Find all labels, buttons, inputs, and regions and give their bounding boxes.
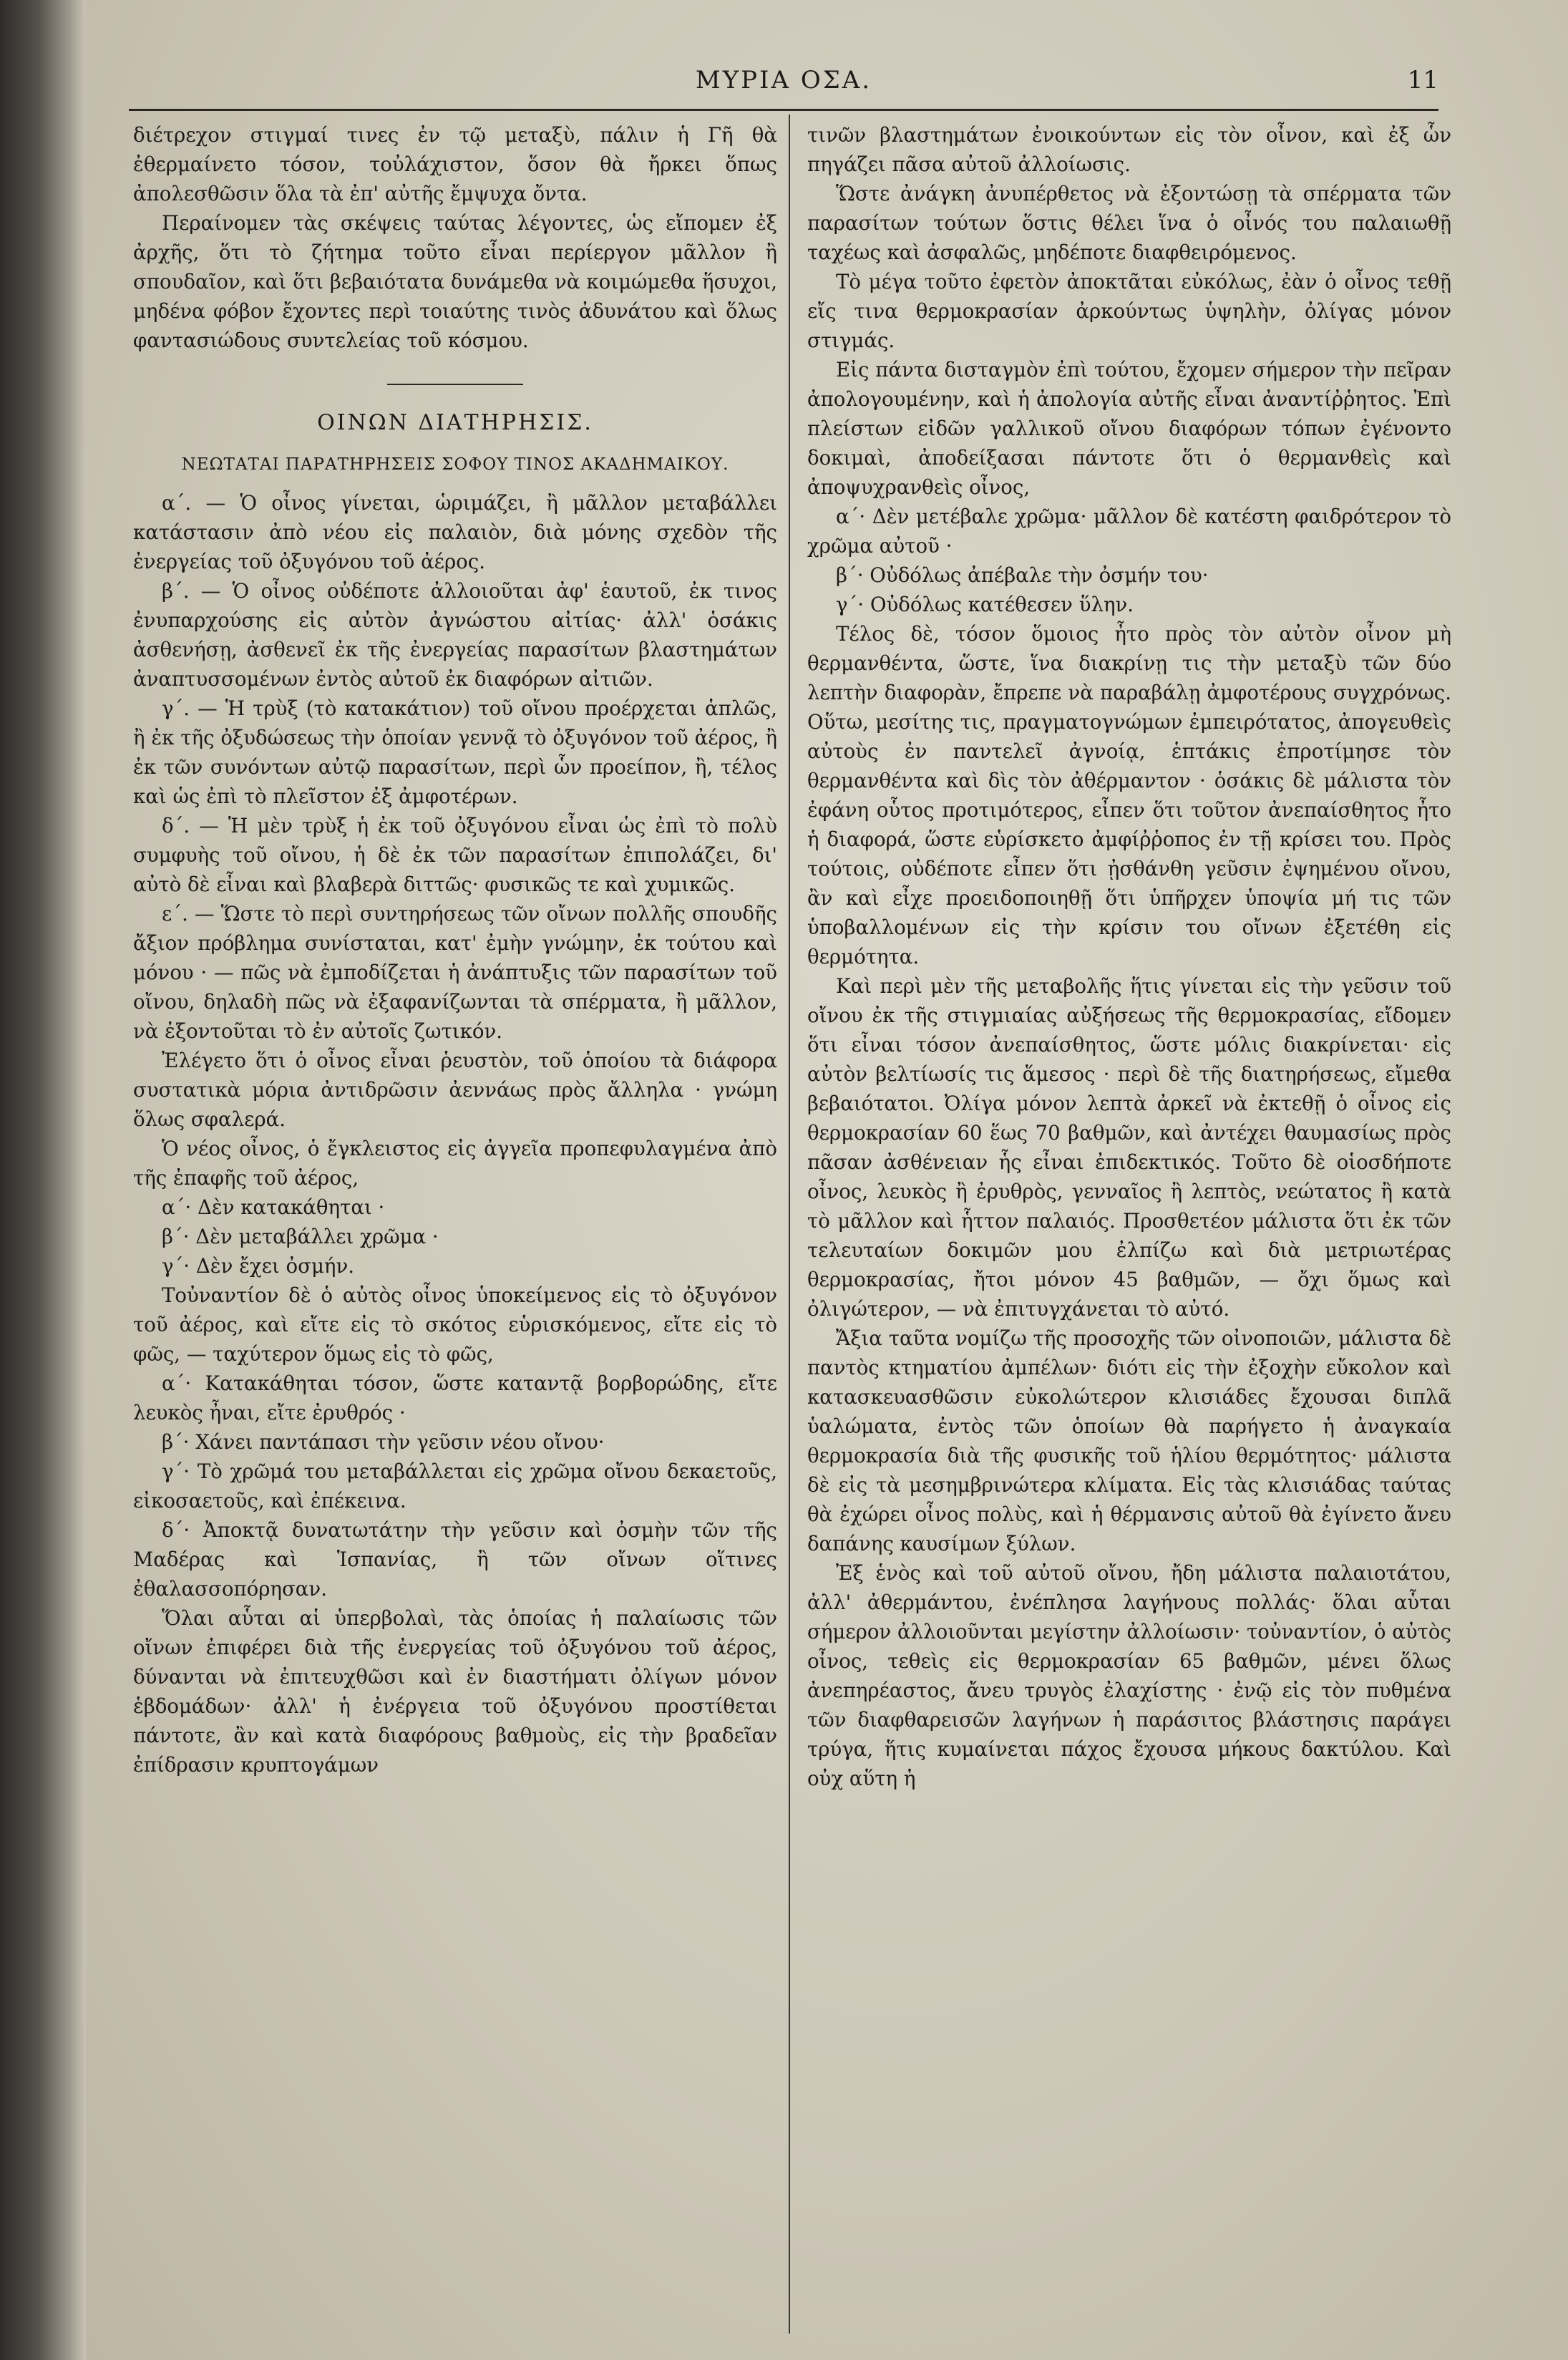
paragraph: Ὥστε ἀνάγκη ἀνυπέρθετος νὰ ἐξοντώσῃ τὰ σπέρματα τῶν παρασίτων τούτων ὅστις θέλει ἵνα ὁ οἶνός του παλαιωθῇ ταχέως καὶ ἀσφαλῶς, μηδέποτε διαφθειρόμενος. <box>807 182 1451 264</box>
paragraph: Ὁ νέος οἶνος, ὁ ἔγκλειστος εἰς ἀγγεῖα προπεφυλαγμένα ἀπὸ τῆς ἐπαφῆς τοῦ ἀέρος, <box>133 1137 777 1190</box>
numbered-point: γ΄. — Ἡ τρὺξ (τὸ κατακάτιον) τοῦ οἴνου προέρχεται ἁπλῶς, ἢ ἐκ τῆς ὀξυδώσεως τὴν ὁποίαν γεννᾷ τὸ ὀξυγόνον τοῦ ἀέρος, ἢ ἐκ τῶν συνόντων αὐτῷ παρασίτων, περὶ ὧν προείπον, ἢ, τέλος καὶ ὡς ἐπὶ τὸ πλεῖστον ἐξ ἀμφοτέρων. <box>133 696 777 808</box>
numbered-point: δ΄. — Ἡ μὲν τρὺξ ἡ ἐκ τοῦ ὀξυγόνου εἶναι ὡς ἐπὶ τὸ πολὺ συμφυὴς τοῦ οἴνου, ἡ δὲ ἐκ τῶν παρασίτων ἐπιπολάζει, δι' αὐτὸ δὲ εἶναι καὶ βλαβερὰ διττῶς· φυσικῶς τε καὶ χυμικῶς. <box>133 814 777 896</box>
list-item: γ΄· Οὐδόλως κατέθεσεν ὕλην. <box>836 593 1134 616</box>
list-item: γ΄· Δὲν ἔχει ὀσμήν. <box>162 1254 354 1278</box>
paragraph: Ἐλέγετο ὅτι ὁ οἶνος εἶναι ῥευστὸν, τοῦ ὁποίου τὰ διάφορα συστατικὰ μόρια ἀντιδρῶσιν ἀεννάως πρὸς ἄλληλα · γνώμη ὅλως σφαλερά. <box>133 1049 777 1131</box>
paragraph: Τέλος δὲ, τόσον ὅμοιος ἦτο πρὸς τὸν αὐτὸν οἶνον μὴ θερμανθέντα, ὥστε, ἵνα διακρίνῃ τις τὴν μεταξὺ τῶν δύο λεπτὴν διαφορὰν, ἔπρεπε νὰ παραβάλῃ ἀμφοτέρους συγχρόνως. Οὕτω, μεσίτης τις, πραγματογνώμων ἐμπειρότατος, ἀπογευθεὶς αὐτοὺς ἐν παντελεῖ ἀγνοίᾳ, ἑπτάκις ἐπροτίμησε τὸν θερμανθέντα καὶ δὶς τὸν ἀθέρμαντον · ὁσάκις δὲ μάλιστα τὸν ἐφάνη οὗτος προτιμότερος, εἶπεν ὅτι τοῦτον ἀνεπαίσθητος ἦτο ἡ διαφορά, ὥστε εὑρίσκετο ἀμφίῤῥοπος ἐν τῇ κρίσει του. Πρὸς τούτοις, οὐδέποτε εἶπεν ὅτι ᾐσθάνθη γεῦσιν ἐψημένου οἴνου, ἂν καὶ εἶχε προειδοποιηθῇ ὅτι ὑπῆρχεν ὑποψία μή τις τῶν ὑποβαλλομένων εἰς τὴν κρίσιν του οἴνων ἐξετέθη εἰς θερμότητα. <box>807 622 1451 968</box>
list-item: β΄· Δὲν μεταβάλλει χρῶμα · <box>162 1225 439 1248</box>
list-item: γ΄· Τὸ χρῶμά του μεταβάλλεται εἰς χρῶμα οἴνου δεκαετοῦς, εἰκοσαετοῦς, καὶ ἐπέκεινα. <box>133 1460 777 1512</box>
numbered-point: α΄. — Ὁ οἶνος γίνεται, ὡριμάζει, ἢ μᾶλλον μεταβάλλει κατάστασιν ἀπὸ νέου εἰς παλαιὸν, διὰ μόνης σχεδὸν τῆς ἐνεργείας τοῦ ὀξυγόνου τοῦ ἀέρος. <box>133 491 777 573</box>
list-item: β΄· Χάνει παντάπασι τὴν γεῦσιν νέου οἴνου· <box>162 1430 605 1454</box>
list-item: α΄· Δὲν μετέβαλε χρῶμα· μᾶλλον δὲ κατέστη φαιδρότερον τὸ χρῶμα αὐτοῦ · <box>807 505 1451 558</box>
paragraph: Τὸ μέγα τοῦτο ἐφετὸν ἀποκτᾶται εὐκόλως, ἐὰν ὁ οἶνος τεθῇ εἴς τινα θερμοκρασίαν ἀρκούντως ὑψηλὴν, ὀλίγας μόνον στιγμάς. <box>807 270 1451 352</box>
section-separator <box>387 384 523 385</box>
numbered-point: ε΄. — Ὥστε τὸ περὶ συντηρήσεως τῶν οἴνων πολλῆς σπουδῆς ἄξιον πρόβλημα συνίσταται, κατ' ἐμὴν γνώμην, ἐκ τούτου καὶ μόνου · — πῶς νὰ ἐμποδίζεται ἡ ἀνάπτυξις τῶν παρασίτων τοῦ οἴνου, δηλαδὴ πῶς νὰ ἐξαφανίζωνται τὰ σπέρματα, ἢ μᾶλλον, νὰ ἐξοντοῦται τὸ ἐν αὐτοῖς ζωτικόν. <box>133 902 777 1043</box>
paragraph: Ἄξια ταῦτα νομίζω τῆς προσοχῆς τῶν οἰνοποιῶν, μάλιστα δὲ παντὸς κτηματίου ἀμπέλων· διότι εἰς τὴν ἐξοχὴν εὔκολον καὶ κατασκευασθῶσιν εὐκολώτερον κλισιάδες ἔχουσαι διπλᾶ ὑαλώματα, ἐντὸς τῶν ὁποίων θὰ παρήγετο ἡ ἀναγκαία θερμοκρασία διὰ τῆς φυσικῆς τοῦ ἡλίου θερμότητος· μάλιστα δὲ εἰς τὰ μεσημβρινώτερα κλίματα. Εἰς τὰς κλισιάδας ταύτας θὰ ἐχώρει οἶνος πολὺς, καὶ ἡ θέρμανσις αὐτοῦ θὰ ἐγίνετο ἄνευ δαπάνης καυσίμων ξύλων. <box>807 1326 1451 1555</box>
paragraph: Καὶ περὶ μὲν τῆς μεταβολῆς ἥτις γίνεται εἰς τὴν γεῦσιν τοῦ οἴνου ἐκ τῆς στιγμιαίας αὐξήσεως τῆς θερμοκρασίας, εἴδομεν ὅτι εἶναι τόσον ἀνεπαίσθητος, ὥστε μόλις διακρίνεται· εἰς αὐτὸν βελτίωσίς τις ἅμεσος · περὶ δὲ τῆς διατηρήσεως, εἴμεθα βεβαιότατοι. Ὀλίγα μόνον λεπτὰ ἀρκεῖ νὰ ἐκτεθῇ ὁ οἶνος εἰς θερμοκρασίαν 60 ἕως 70 βαθμῶν, καὶ ἀντέχει θαυμασίως πρὸς πᾶσαν ἀσθένειαν ἧς εἶναι ἐπιδεκτικός. Τοῦτο δὲ οἱοσδήποτε οἶνος, λευκὸς ἢ ἐρυθρὸς, γενναῖος ἢ λεπτὸς, νεώτατος ἢ κατὰ τὸ μᾶλλον καὶ ἧττον παλαιός. Προσθετέον μάλιστα ὅτι ἐκ τῶν τελευταίων δοκιμῶν μου ἐλπίζω καὶ διὰ μετριωτέρας θερμοκρασίας, ἤτοι μόνον 45 βαθμῶν, — ὄχι ὅμως καὶ ὀλιγώτερον, — νὰ ἐπιτυγχάνεται τὸ αὐτό. <box>807 974 1451 1321</box>
book-binding-shadow <box>0 0 86 2360</box>
page-header <box>129 66 1438 109</box>
numbered-point: β΄. — Ὁ οἶνος οὐδέποτε ἀλλοιοῦται ἀφ' ἑαυτοῦ, ἐκ τινος ἐνυπαρχούσης εἰς αὐτὸν ἀγνώστου αἰτίας· ἀλλ' ὁσάκις ἀσθενήσῃ, ἀσθενεῖ ἐκ τῆς ἐνεργείας παρασίτων βλαστημάτων ἀναπτυσσομένων ἐντὸς αὐτοῦ ἐκ διαφόρων αἰτιῶν. <box>133 579 777 691</box>
column-divider <box>789 115 790 2334</box>
header-rule <box>129 109 1438 111</box>
paragraph: Εἰς πάντα δισταγμὸν ἐπὶ τούτου, ἔχομεν σήμερον τὴν πεῖραν ἀπολογουμένην, καὶ ἡ ἀπολογία αὐτῆς εἶναι ἀναντίῤῥητος. Ἐπὶ πλείστων εἰδῶν γαλλικοῦ οἴνου διαφόρων τόπων ἐγένοντο δοκιμαὶ, ἀποδείξασαι πάντοτε ὅτι ὁ θερμανθεὶς καὶ ἀποψυχρανθεὶς οἶνος, <box>807 358 1451 499</box>
list-item: α΄· Δὲν κατακάθηται · <box>162 1195 385 1219</box>
list-item: β΄· Οὐδόλως ἀπέβαλε τὴν ὀσμήν του· <box>836 563 1209 587</box>
running-title: ΜΥΡΙΑ ΟΣΑ. <box>695 66 872 94</box>
section-subtitle: ΝΕΩΤΑΤΑΙ ΠΑΡΑΤΗΡΗΣΕΙΣ ΣΟΦΟΥ ΤΙΝΟΣ ΑΚΑΔΗΜΑΙΚΟΥ. <box>181 455 729 474</box>
left-column <box>133 120 777 1779</box>
paragraph: διέτρεχον στιγμαί τινες ἐν τῷ μεταξὺ, πάλιν ἡ Γῆ θὰ ἐθερμαίνετο τόσον, τοὐλάχιστον, ὅσον θὰ ἤρκει ὅπως ἀπολεσθῶσιν ὅλα τὰ ἐπ' αὐτῆς ἔμψυχα ὄντα. <box>133 123 777 205</box>
paragraph: Ἐξ ἑνὸς καὶ τοῦ αὐτοῦ οἴνου, ἤδη μάλιστα παλαιοτάτου, ἀλλ' ἀθερμάντου, ἐνέπλησα λαγήνους πολλάς· ὅλαι αὗται σήμερον ἀλλοιοῦνται μεγίστην ἀλλοίωσιν· τοὐναντίον, ὁ αὐτὸς οἶνος, τεθεὶς εἰς θερμοκρασίαν 65 βαθμῶν, μένει ὅλως ἀνεπηρέαστος, ἄνευ τρυγὸς ἐλαχίστης · ἐνῷ εἰς τὸν πυθμένα τῶν διαφθαρεισῶν λαγήνων ἡ παράσιτος βλάστησις παράγει τρύγα, ἥτις κυμαίνεται πάχος ἔχουσα μήκους δακτύλου. Καὶ οὐχ αὕτη ἡ <box>807 1561 1451 1790</box>
paragraph: Τοὐναντίον δὲ ὁ αὐτὸς οἶνος ὑποκείμενος εἰς τὸ ὀξυγόνον τοῦ ἀέρος, καὶ εἴτε εἰς τὸ σκότος εὑρισκόμενος, εἴτε εἰς τὸ φῶς, — ταχύτερον ὅμως εἰς τὸ φῶς, <box>133 1283 777 1366</box>
section-title: ΟΙΝΩΝ ΔΙΑΤΗΡΗΣΙΣ. <box>317 410 593 435</box>
list-item: δ΄· Ἀποκτᾷ δυνατωτάτην τὴν γεῦσιν καὶ ὀσμὴν τῶν τῆς Μαδέρας καὶ Ἱσπανίας, ἢ τῶν οἴνων οἵτινες ἐθαλασσοπόρησαν. <box>133 1518 777 1601</box>
right-column <box>807 120 1451 1793</box>
page-number: 11 <box>1407 66 1438 94</box>
paragraph: Ὅλαι αὗται αἱ ὑπερβολαὶ, τὰς ὁποίας ἡ παλαίωσις τῶν οἴνων ἐπιφέρει διὰ τῆς ἐνεργείας τοῦ ὀξυγόνου τοῦ ἀέρος, δύνανται νὰ ἐπιτευχθῶσι καὶ ἐν διαστήματι ὀλίγων μόνον ἑβδομάδων· ἀλλ' ἡ ἐνέργεια τοῦ ὀξυγόνου προστίθεται πάντοτε, ἂν καὶ κατὰ διαφόρους βαθμοὺς, εἰς τὴν βραδεῖαν ἐπίδρασιν κρυπτογάμων <box>133 1606 777 1777</box>
list-item: α΄· Κατακάθηται τόσον, ὥστε καταντᾷ βορβορώδης, εἴτε λευκὸς ἦναι, εἴτε ἐρυθρός · <box>133 1371 777 1424</box>
paragraph: Περαίνομεν τὰς σκέψεις ταύτας λέγοντες, ὡς εἴπομεν ἐξ ἀρχῆς, ὅτι τὸ ζήτημα τοῦτο εἶναι περίεργον μᾶλλον ἢ σπουδαῖον, καὶ ὅτι βεβαιότατα δυνάμεθα νὰ κοιμώμεθα ἥσυχοι, μηδένα φόβον ἔχοντες περὶ τοιαύτης τινὸς ἀδυνάτου καὶ ὅλως φαντασιώδους συντελείας τοῦ κόσμου. <box>133 211 777 352</box>
paragraph: τινῶν βλαστημάτων ἐνοικούντων εἰς τὸν οἶνον, καὶ ἐξ ὧν πηγάζει πᾶσα αὐτοῦ ἀλλοίωσις. <box>807 123 1451 176</box>
